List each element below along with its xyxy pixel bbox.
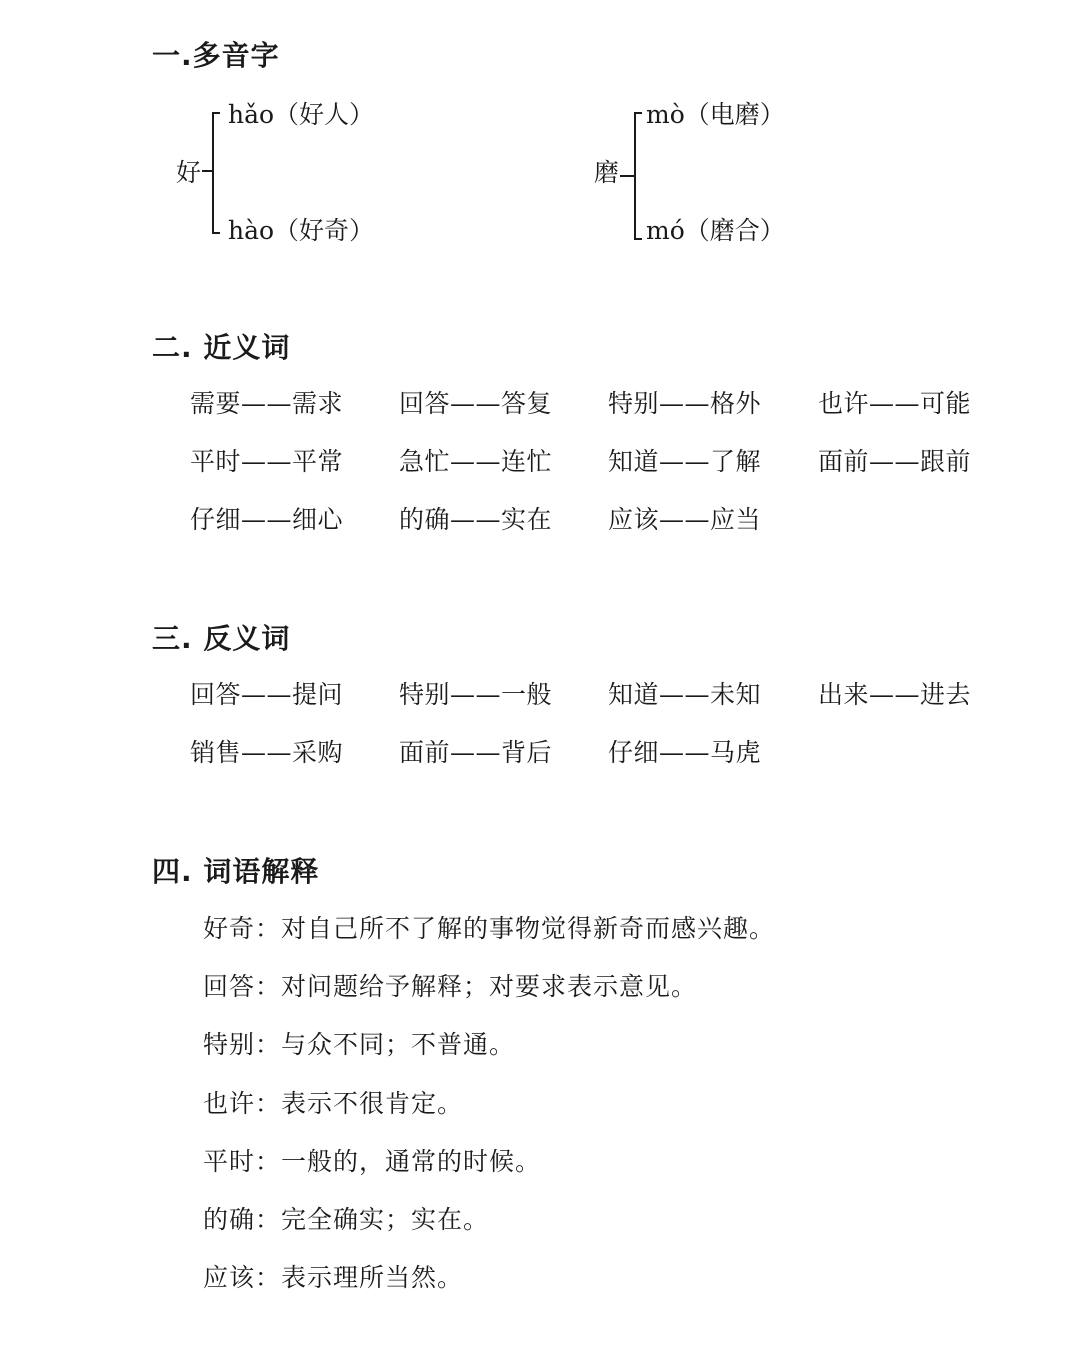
- antonym-pair: 回答——提问: [190, 680, 344, 709]
- synonym-pair: 也许——可能: [818, 389, 972, 418]
- section-title-polyphonic: 一.多音字: [152, 39, 280, 72]
- explanation-item: 也许：表示不很肯定。: [203, 1089, 464, 1118]
- synonym-pair: 应该——应当: [608, 505, 762, 534]
- synonym-pair: 急忙——连忙: [399, 447, 553, 476]
- explanation-item: 好奇：对自己所不了解的事物觉得新奇而感兴趣。: [203, 914, 776, 943]
- antonym-pair: 特别——一般: [399, 680, 553, 709]
- explanation-item: 回答：对问题给予解释；对要求表示意见。: [203, 972, 698, 1001]
- polyphonic-reading: hǎo（好人）: [228, 100, 375, 129]
- polyphonic-reading: mò（电磨）: [646, 100, 785, 129]
- synonym-pair: 平时——平常: [190, 447, 344, 476]
- polyphonic-reading: mó（磨合）: [646, 216, 785, 245]
- antonym-pair: 销售——采购: [190, 738, 344, 767]
- antonym-pair: 面前——背后: [399, 738, 553, 767]
- antonym-pair: 知道——未知: [608, 680, 762, 709]
- synonym-pair: 面前——跟前: [818, 447, 972, 476]
- section-title-synonyms: 二. 近义词: [152, 331, 291, 364]
- synonym-pair: 特别——格外: [608, 389, 762, 418]
- polyphonic-char: 好: [176, 158, 202, 187]
- polyphonic-reading: hào（好奇）: [228, 216, 375, 245]
- synonym-pair: 的确——实在: [399, 505, 553, 534]
- antonym-pair: 出来——进去: [818, 680, 972, 709]
- section-title-explanations: 四. 词语解释: [152, 855, 320, 888]
- synonym-pair: 回答——答复: [399, 389, 553, 418]
- polyphonic-char: 磨: [594, 158, 620, 187]
- bracket: [212, 112, 220, 234]
- synonym-pair: 需要——需求: [190, 389, 344, 418]
- explanation-item: 特别：与众不同；不普通。: [203, 1030, 516, 1059]
- explanation-item: 平时：一般的，通常的时候。: [203, 1147, 542, 1176]
- synonym-pair: 仔细——细心: [190, 505, 344, 534]
- section-title-antonyms: 三. 反义词: [152, 622, 291, 655]
- bracket: [634, 112, 642, 240]
- antonym-pair: 仔细——马虎: [608, 738, 762, 767]
- synonym-pair: 知道——了解: [608, 447, 762, 476]
- explanation-item: 应该：表示理所当然。: [203, 1263, 464, 1292]
- explanation-item: 的确：完全确实；实在。: [203, 1205, 490, 1234]
